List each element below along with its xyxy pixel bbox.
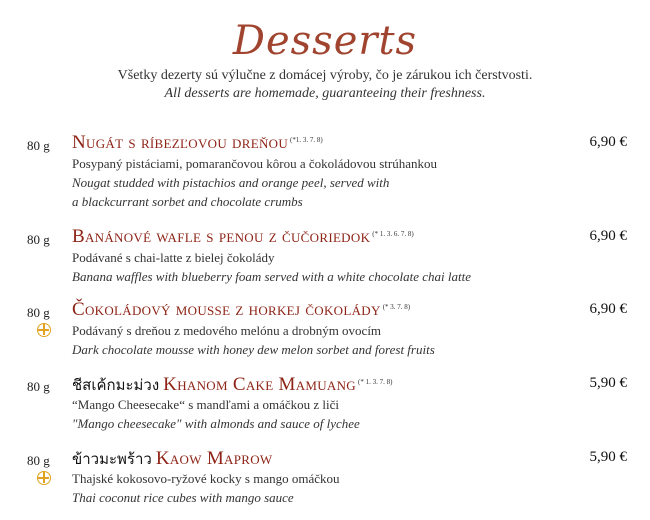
item-name: Čokoládový mousse z horkej čokolády bbox=[72, 299, 381, 320]
subtitle-slovak: Všetky dezerty sú výlučne z domácej výroby, čo je zárukou ich čerstvosti. bbox=[117, 68, 533, 83]
item-allergens: (* 1. 3. 7. 8) bbox=[358, 378, 393, 386]
item-name-line bbox=[72, 299, 410, 321]
item-allergens: (* 1. 3. 6. 7. 8) bbox=[372, 230, 414, 238]
vegetarian-icon bbox=[37, 323, 51, 337]
item-description-en: Thai coconut rice cubes with mango sauce bbox=[72, 490, 294, 505]
item-description-sk: Posypaný pistáciami, pomarančovou kôrou a čokoládovou strúhankou bbox=[72, 156, 438, 171]
item-price: 6,90 € bbox=[589, 134, 627, 150]
item-weight: 80 g bbox=[27, 305, 50, 320]
item-name-line bbox=[72, 373, 392, 397]
item-price: 6,90 € bbox=[589, 228, 627, 244]
item-description-sk: “Mango Cheesecake“ s mandľami a omáčkou z liči bbox=[72, 397, 339, 412]
item-price: 5,90 € bbox=[589, 449, 627, 465]
vegetarian-icon bbox=[37, 471, 51, 485]
menu-item bbox=[0, 373, 650, 433]
item-description-en: Banana waffles with blueberry foam served with a white chocolate chai latte bbox=[72, 269, 471, 284]
item-description-sk: Podávaný s dreňou z medového melónu a drobným ovocím bbox=[72, 323, 382, 338]
item-description-sk: Thajské kokosovo-ryžové kocky s mango omáčkou bbox=[72, 471, 340, 486]
menu-item bbox=[0, 299, 650, 359]
item-description-en: Dark chocolate mousse with honey dew melon sorbet and forest fruits bbox=[72, 342, 435, 357]
item-name: Banánové wafle s penou z čučoriedok bbox=[72, 226, 371, 247]
menu-item bbox=[0, 447, 650, 507]
item-description-en: "Mango cheesecake" with almonds and sauce of lychee bbox=[72, 416, 360, 431]
page-title: Desserts bbox=[232, 18, 418, 64]
item-name-line bbox=[72, 226, 414, 248]
menu-item bbox=[0, 132, 650, 212]
item-price: 6,90 € bbox=[589, 301, 627, 317]
item-name: Nugát s ríbezľovou dreňou bbox=[72, 132, 289, 153]
item-allergens: (* 3. 7. 8) bbox=[382, 303, 411, 311]
item-weight: 80 g bbox=[27, 138, 50, 153]
item-description-sk: Podávané s chai-latte z bielej čokolády bbox=[72, 250, 275, 265]
item-weight: 80 g bbox=[27, 453, 50, 468]
item-thai-name: ชีสเค้กมะม่วง bbox=[72, 376, 160, 394]
item-name-line bbox=[72, 132, 323, 154]
item-allergens: (*1. 3. 7. 8) bbox=[290, 136, 323, 144]
item-weight: 80 g bbox=[27, 232, 50, 247]
item-thai-name: ข้าวมะพร้าว bbox=[72, 450, 152, 468]
item-description-en-cont: a blackcurrant sorbet and chocolate crumbs bbox=[72, 194, 303, 209]
item-name: Khanom Cake Mamuang bbox=[163, 374, 356, 395]
item-weight: 80 g bbox=[27, 379, 50, 394]
subtitle-english: All desserts are homemade, guaranteeing their freshness. bbox=[164, 86, 486, 101]
item-name-line bbox=[72, 447, 273, 471]
item-description-en: Nougat studded with pistachios and orange peel, served with bbox=[72, 175, 390, 190]
menu-header bbox=[0, 18, 650, 102]
item-name: Kaow Maprow bbox=[155, 448, 273, 469]
menu-item bbox=[0, 226, 650, 286]
item-price: 5,90 € bbox=[589, 375, 627, 391]
